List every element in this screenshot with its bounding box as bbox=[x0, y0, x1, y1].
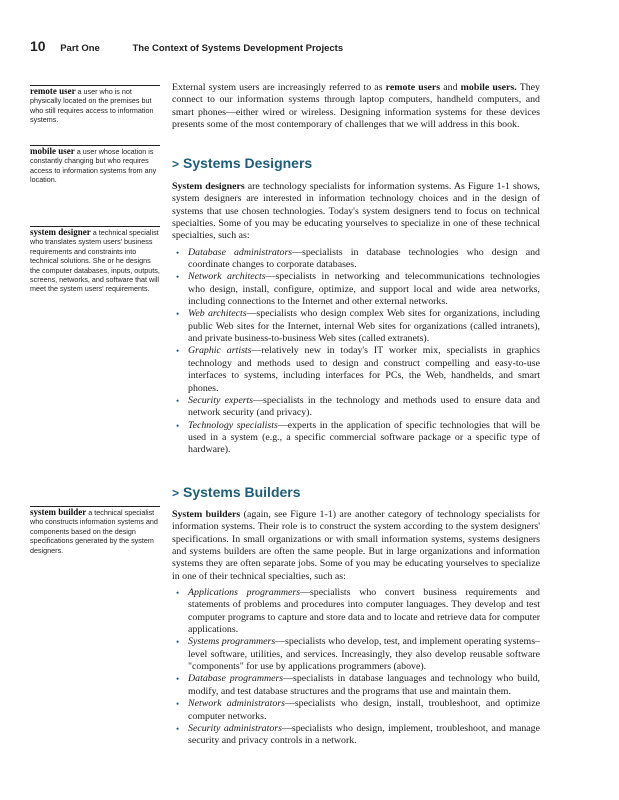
item-lead: Network architects bbox=[188, 271, 266, 283]
list-item bbox=[172, 723, 540, 748]
glossary-definition: a user whose location is constantly changing but who requires access to information systems from any location. bbox=[30, 147, 157, 185]
intro-text: External system users are increasingly referred to as bbox=[172, 82, 386, 93]
bullet-dot-icon: • bbox=[176, 588, 180, 599]
list-item bbox=[172, 420, 540, 457]
item-text: —specialists in the technology and methods used to ensure data and network security (and privacy). bbox=[188, 394, 540, 419]
item-text: —relatively new in today's IT worker mix, specialists in graphics technology and methods used to design and construct compelling and easy-to-use interfaces to systems, including interfaces for PCs, the Web, handhelds, and smart phones. bbox=[188, 345, 540, 394]
chapter-title: The Context of Systems Development Projects bbox=[132, 43, 344, 54]
item-text: —specialists in database technologies who design and coordinate changes to corporate databases. bbox=[188, 246, 540, 271]
heading-text: Systems Designers bbox=[183, 155, 313, 171]
list-item bbox=[172, 308, 540, 345]
term-mobile-users: mobile users. bbox=[460, 82, 517, 93]
glossary-term: remote user bbox=[30, 86, 76, 96]
item-text: —specialists in database languages and technology who build, modify, and test database structures and the programs that use and maintain them. bbox=[188, 673, 540, 697]
glossary-definition: a user who is not physically located on the premises but who still requires access to information systems. bbox=[30, 87, 154, 125]
list-item bbox=[172, 271, 540, 308]
bullet-dot-icon: • bbox=[176, 247, 180, 258]
list-item bbox=[172, 636, 540, 673]
chevron-right-icon: > bbox=[172, 157, 180, 171]
item-text: —specialists who design, install, troubleshoot, and optimize computer networks. bbox=[188, 698, 540, 722]
intro-paragraph bbox=[172, 82, 540, 131]
intro-text: They connect to our information systems through laptop computers, handheld computers, and smart phones—either wired or wireless. Designing information systems for these devices presents some of the most contemporary of challenges that we will address in this book. bbox=[172, 82, 540, 131]
bullet-dot-icon: • bbox=[176, 272, 180, 283]
glossary-definition: a technical specialist who constructs information systems and components based on the design specifications generated by the system designers. bbox=[30, 508, 158, 555]
bullet-dot-icon: • bbox=[176, 346, 180, 357]
bullet-dot-icon: • bbox=[176, 674, 180, 685]
item-text: —specialists who develop, test, and implement operating systems–level software, utilities, and services. Increasingly, they also develop reusable software "components" for use by applications programmers (above). bbox=[188, 636, 540, 673]
margin-note-remote-user bbox=[30, 87, 162, 125]
item-lead: Security experts bbox=[188, 394, 254, 406]
bullet-dot-icon: • bbox=[176, 699, 180, 710]
margin-note-system-builder bbox=[30, 508, 162, 555]
glossary-term: mobile user bbox=[30, 146, 75, 156]
term-system-builders: System builders bbox=[172, 509, 241, 520]
builder-specialties-list bbox=[172, 587, 540, 747]
list-item bbox=[172, 395, 540, 420]
paragraph-text: (again, see Figure 1-1) are another category of technology specialists for information systems. Their role is to construct the system according to the system designers' specifications. In small organizations or with small information systems, systems designers and systems builders are often the same people. But in large organizations and information systems they are often separate jobs. Some of you may be educating yourselves to specialize in one of their technical specialties, such as: bbox=[172, 509, 540, 582]
list-item bbox=[172, 247, 540, 272]
page-number: 10 bbox=[30, 38, 46, 54]
bullet-dot-icon: • bbox=[176, 395, 180, 406]
intro-text: and bbox=[440, 82, 461, 93]
bullet-dot-icon: • bbox=[176, 420, 180, 431]
item-text: —experts in the application of specific technologies that will be used in a system (e.g., a specific commercial software package or a specific type of hardware). bbox=[188, 419, 540, 456]
part-label: Part One bbox=[60, 43, 100, 54]
list-item bbox=[172, 698, 540, 723]
list-item bbox=[172, 673, 540, 698]
item-text: —specialists who design, implement, troubleshoot, and manage security and privacy controls in a network. bbox=[188, 722, 540, 747]
item-lead: Database programmers bbox=[188, 673, 284, 685]
item-lead: Systems programmers bbox=[188, 636, 276, 648]
glossary-term: system designer bbox=[30, 227, 91, 237]
bullet-dot-icon: • bbox=[176, 637, 180, 648]
glossary-definition: a technical specialist who translates system users' business requirements and constraints into technical solutions. She or he designs the computer databases, inputs, outputs, screens, networks, and software that will meet the system users' requirements. bbox=[30, 228, 160, 294]
term-system-designers: System designers bbox=[172, 181, 245, 192]
item-lead: Web architects bbox=[188, 308, 247, 320]
item-lead: Security administrators bbox=[188, 722, 282, 734]
item-lead: Applications programmers bbox=[188, 587, 301, 599]
item-lead: Database administrators bbox=[188, 246, 293, 258]
margin-note-mobile-user bbox=[30, 147, 162, 185]
margin-note-system-designer bbox=[30, 228, 162, 294]
glossary-term: system builder bbox=[30, 507, 87, 517]
section-heading-builders bbox=[172, 484, 540, 500]
bullet-dot-icon: • bbox=[176, 723, 180, 734]
bullet-dot-icon: • bbox=[176, 309, 180, 320]
running-header bbox=[30, 38, 590, 54]
item-lead: Graphic artists bbox=[188, 345, 252, 357]
section-heading-designers bbox=[172, 155, 540, 171]
designer-specialties-list bbox=[172, 247, 540, 457]
builders-section bbox=[172, 509, 540, 748]
heading-text: Systems Builders bbox=[183, 484, 301, 500]
term-remote-users: remote users bbox=[385, 82, 441, 93]
item-text: —specialists who design complex Web sites for organizations, including public Web sites for the Internet, internal Web sites for organizations (called intranets), and private business-to-business Web sites (called extranets). bbox=[188, 308, 540, 345]
list-item bbox=[172, 587, 540, 636]
item-lead: Network administrators bbox=[188, 698, 285, 710]
item-lead: Technology specialists bbox=[188, 419, 278, 431]
item-text: —specialists who convert business requirements and statements of problems and procedures into computer languages. They develop and test computer programs to capture and store data and to locate and retrieve data for computer applications. bbox=[188, 587, 540, 636]
chevron-right-icon: > bbox=[172, 486, 180, 500]
list-item bbox=[172, 345, 540, 394]
designers-section bbox=[172, 181, 540, 457]
item-text: —specialists in networking and telecommunications technologies who design, install, configure, optimize, and support local and wide area networks, including connections to the Internet and other external networks. bbox=[188, 271, 540, 308]
paragraph-text: are technology specialists for information systems. As Figure 1-1 shows, system designers are interested in information technology choices and in the design of systems that use chosen technologies. Today's system designers tend to focus on technical specialties. Some of you may be educating yourselves to specialize in one of these technical specialties, such as: bbox=[172, 181, 541, 242]
